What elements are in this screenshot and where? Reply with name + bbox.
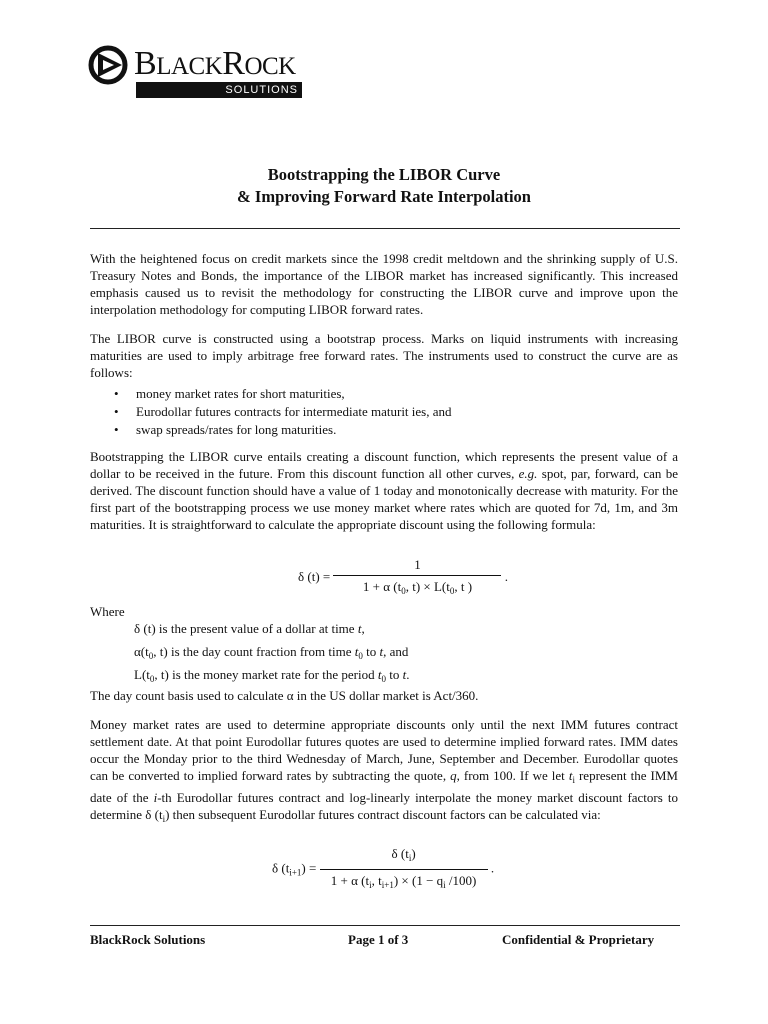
daycount-basis: The day count basis used to calculate α in the US dollar market is Act/360. [90,688,479,703]
footer-page-number: Page 1 of 3 [348,932,409,947]
formula-discount: δ (t) = $\frac{1}{1 + \alpha (t_0, t) \times L(t_0, t )}$ . [298,557,508,596]
footer-company: BlackRock Solutions [90,932,206,947]
definition-alpha: $\alpha(t_0$, t) is the day count fraction from time $t_0$ to t, and [134,644,409,661]
paragraph-intro: With the heightened focus on credit markets since the 1998 credit meltdown and the shrinking supply of U.S. Treasury Notes and Bonds, the importance of the LIBOR market has increased significantly. This increased emphasis caused us to revisit the methodology for constructing the LIBOR curve and improve upon the interpolation methodology for computing LIBOR forward rates. [90,251,678,317]
company-logo [88,44,304,100]
list-item: • swap spreads/rates for long maturities. [90,421,678,439]
list-item: • Eurodollar futures contracts for intermediate maturit ies, and [90,403,678,421]
footer-divider [90,925,680,926]
title-divider [90,228,680,229]
blackrock-logo-mark-icon [88,44,132,88]
where-label: Where [90,604,125,619]
paragraph-eurodollar-futures: Money market rates are used to determine appropriate discounts only until the next IMM futures contract settlement date. At that point Eurodollar futures quotes are used to determine implied forward rates. IMM dates occur the Monday prior to the third Wednesday of March, June, September and December. Eurodollar quotes can be converted to implied forward rates by subtracting the quote, q, from 100. If we let $t_i$ represent the IMM date of the i-th Eurodollar futures contract and log-linearly interpolate the money market discount factors to determine δ $(t_i)$ then subsequent Eurodollar futures contract discount factors can be calculated via: [90,717,678,824]
logo-wordmark: BLACKROCK [134,45,296,82]
title-line-2: & Improving Forward Rate Interpolation [237,187,531,206]
paragraph-discount-function: Bootstrapping the LIBOR curve entails creating a discount function, which represents the present value of a dollar to be received in the future. From this discount function all other curves, e.g. spot, par, forward, can be derived. The discount function should have a value of 1 today and monotonically decrease with maturity. For the first part of the bootstrapping process we use money market where rates which are quoted for 7d, 1m, and 3m maturities. It is straightforward to calculate the appropriate discount using the following formula: [90,449,678,532]
definition-libor-rate: $L(t_0$, t) is the money market rate for the period $t_0$ to t. [134,667,410,684]
instrument-list [90,385,678,439]
title-line-1: Bootstrapping the LIBOR Curve [267,165,501,184]
list-item: • money market rates for short maturities, [90,385,678,403]
paragraph-curve-construction: The LIBOR curve is constructed using a bootstrap process. Marks on liquid instruments with increasing maturities are used to imply arbitrage free forward rates. The instruments used to construct the curve are as follows: [90,331,678,380]
logo-subtitle: SOLUTIONS [136,82,302,98]
footer-confidentiality: Confidential & Proprietary [502,932,655,947]
document-title [0,164,768,208]
formula-eurodollar-discount: δ $(t_{i+1})$ = $\frac{\delta (t_i)}{1 + \alpha (t_i, t_{i+1}) \times (1 - q_i /100)}$ . [272,846,495,890]
definition-delta: δ (t) is the present value of a dollar at time t, [134,621,365,636]
